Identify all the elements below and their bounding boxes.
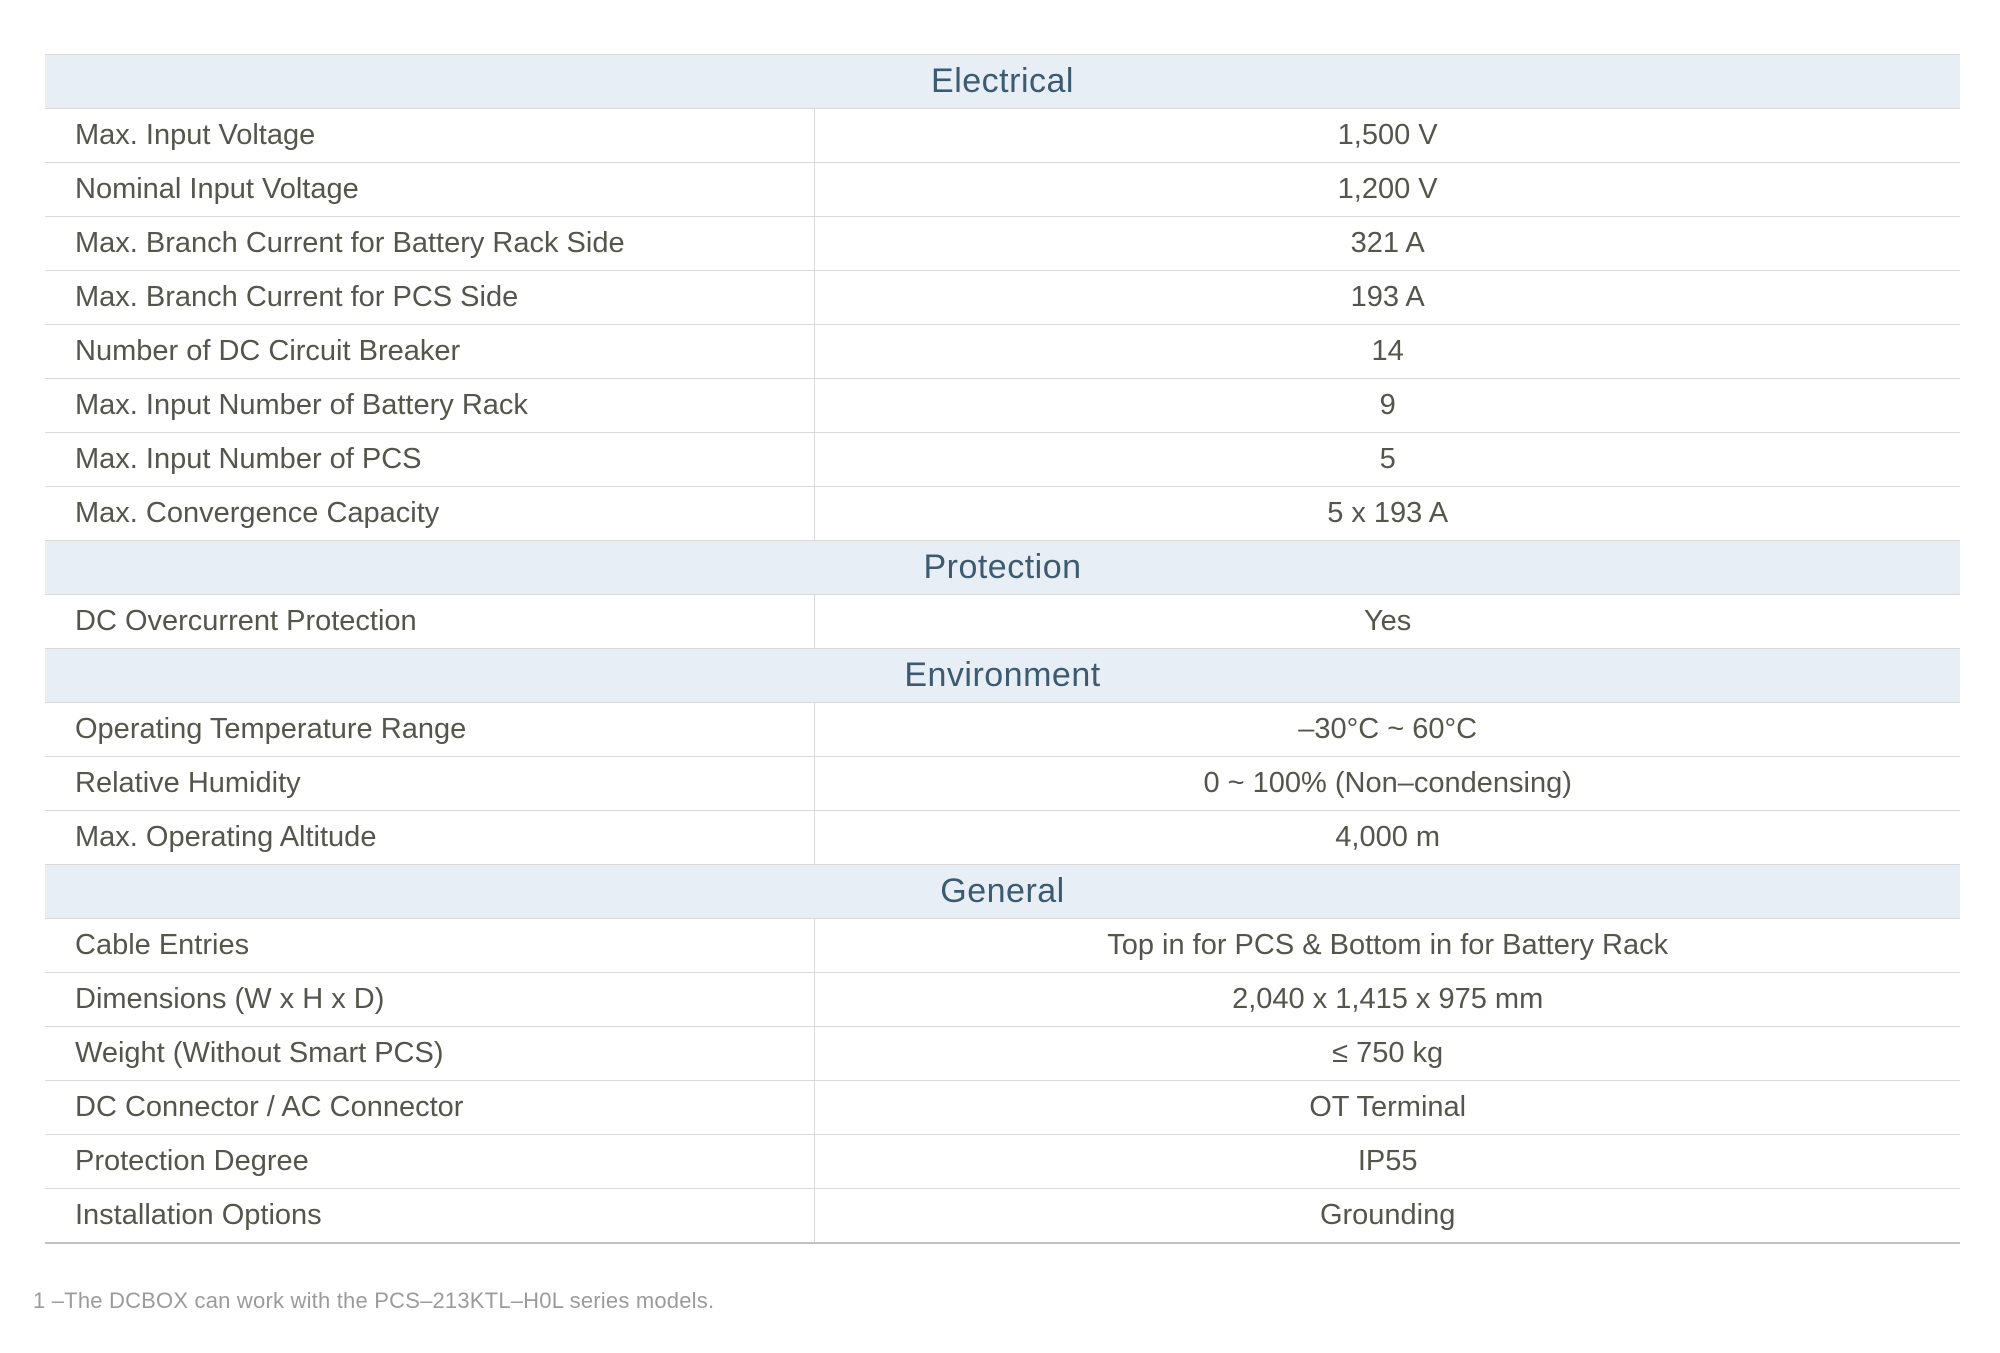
spec-table-body [45, 55, 1960, 1243]
table-row [45, 757, 1960, 811]
section-header: Protection [45, 541, 1960, 595]
spec-label: Max. Input Number of PCS [45, 433, 815, 487]
table-row [45, 109, 1960, 163]
table-row [45, 1135, 1960, 1189]
table-row [45, 973, 1960, 1027]
table-row [45, 217, 1960, 271]
spec-label: Dimensions (W x H x D) [45, 973, 815, 1027]
table-row [45, 487, 1960, 541]
table-row [45, 163, 1960, 217]
footnote: 1 –The DCBOX can work with the PCS–213KTL–H0L series models. [33, 1288, 715, 1313]
spec-value: 2,040 x 1,415 x 975 mm [815, 973, 1960, 1027]
spec-label: Max. Operating Altitude [45, 811, 815, 865]
table-row [45, 1081, 1960, 1135]
spec-value: 4,000 m [815, 811, 1960, 865]
spec-label: DC Overcurrent Protection [45, 595, 815, 649]
section-header: Environment [45, 649, 1960, 703]
table-row [45, 271, 1960, 325]
spec-label: Weight (Without Smart PCS) [45, 1027, 815, 1081]
table-row [45, 433, 1960, 487]
spec-value: 193 A [815, 271, 1960, 325]
spec-value: 5 [815, 433, 1960, 487]
spec-label: Nominal Input Voltage [45, 163, 815, 217]
table-row [45, 1027, 1960, 1081]
spec-label: Number of DC Circuit Breaker [45, 325, 815, 379]
spec-value: Grounding [815, 1189, 1960, 1243]
table-row [45, 811, 1960, 865]
table-row [45, 595, 1960, 649]
spec-value: 14 [815, 325, 1960, 379]
spec-value: 1,200 V [815, 163, 1960, 217]
spec-label: Max. Branch Current for Battery Rack Side [45, 217, 815, 271]
table-row [45, 1189, 1960, 1243]
spec-label: Protection Degree [45, 1135, 815, 1189]
spec-label: Max. Branch Current for PCS Side [45, 271, 815, 325]
spec-label: DC Connector / AC Connector [45, 1081, 815, 1135]
spec-value: 321 A [815, 217, 1960, 271]
spec-label: Max. Input Number of Battery Rack [45, 379, 815, 433]
spec-label: Max. Input Voltage [45, 109, 815, 163]
spec-value: 0 ~ 100% (Non–condensing) [815, 757, 1960, 811]
spec-value: 5 x 193 A [815, 487, 1960, 541]
section-header-row [45, 541, 1960, 595]
spec-value: ≤ 750 kg [815, 1027, 1960, 1081]
spec-value: IP55 [815, 1135, 1960, 1189]
section-header-row [45, 55, 1960, 109]
table-row [45, 325, 1960, 379]
spec-value: 1,500 V [815, 109, 1960, 163]
section-header-row [45, 649, 1960, 703]
spec-value: Yes [815, 595, 1960, 649]
spec-table [45, 54, 1960, 1244]
spec-label: Operating Temperature Range [45, 703, 815, 757]
table-row [45, 379, 1960, 433]
table-row [45, 703, 1960, 757]
spec-value: 9 [815, 379, 1960, 433]
section-header-row [45, 865, 1960, 919]
spec-label: Installation Options [45, 1189, 815, 1243]
spec-label: Relative Humidity [45, 757, 815, 811]
spec-label: Max. Convergence Capacity [45, 487, 815, 541]
spec-value: –30°C ~ 60°C [815, 703, 1960, 757]
section-header: Electrical [45, 55, 1960, 109]
section-header: General [45, 865, 1960, 919]
spec-value: OT Terminal [815, 1081, 1960, 1135]
spec-label: Cable Entries [45, 919, 815, 973]
table-row [45, 919, 1960, 973]
spec-value: Top in for PCS & Bottom in for Battery Rack [815, 919, 1960, 973]
